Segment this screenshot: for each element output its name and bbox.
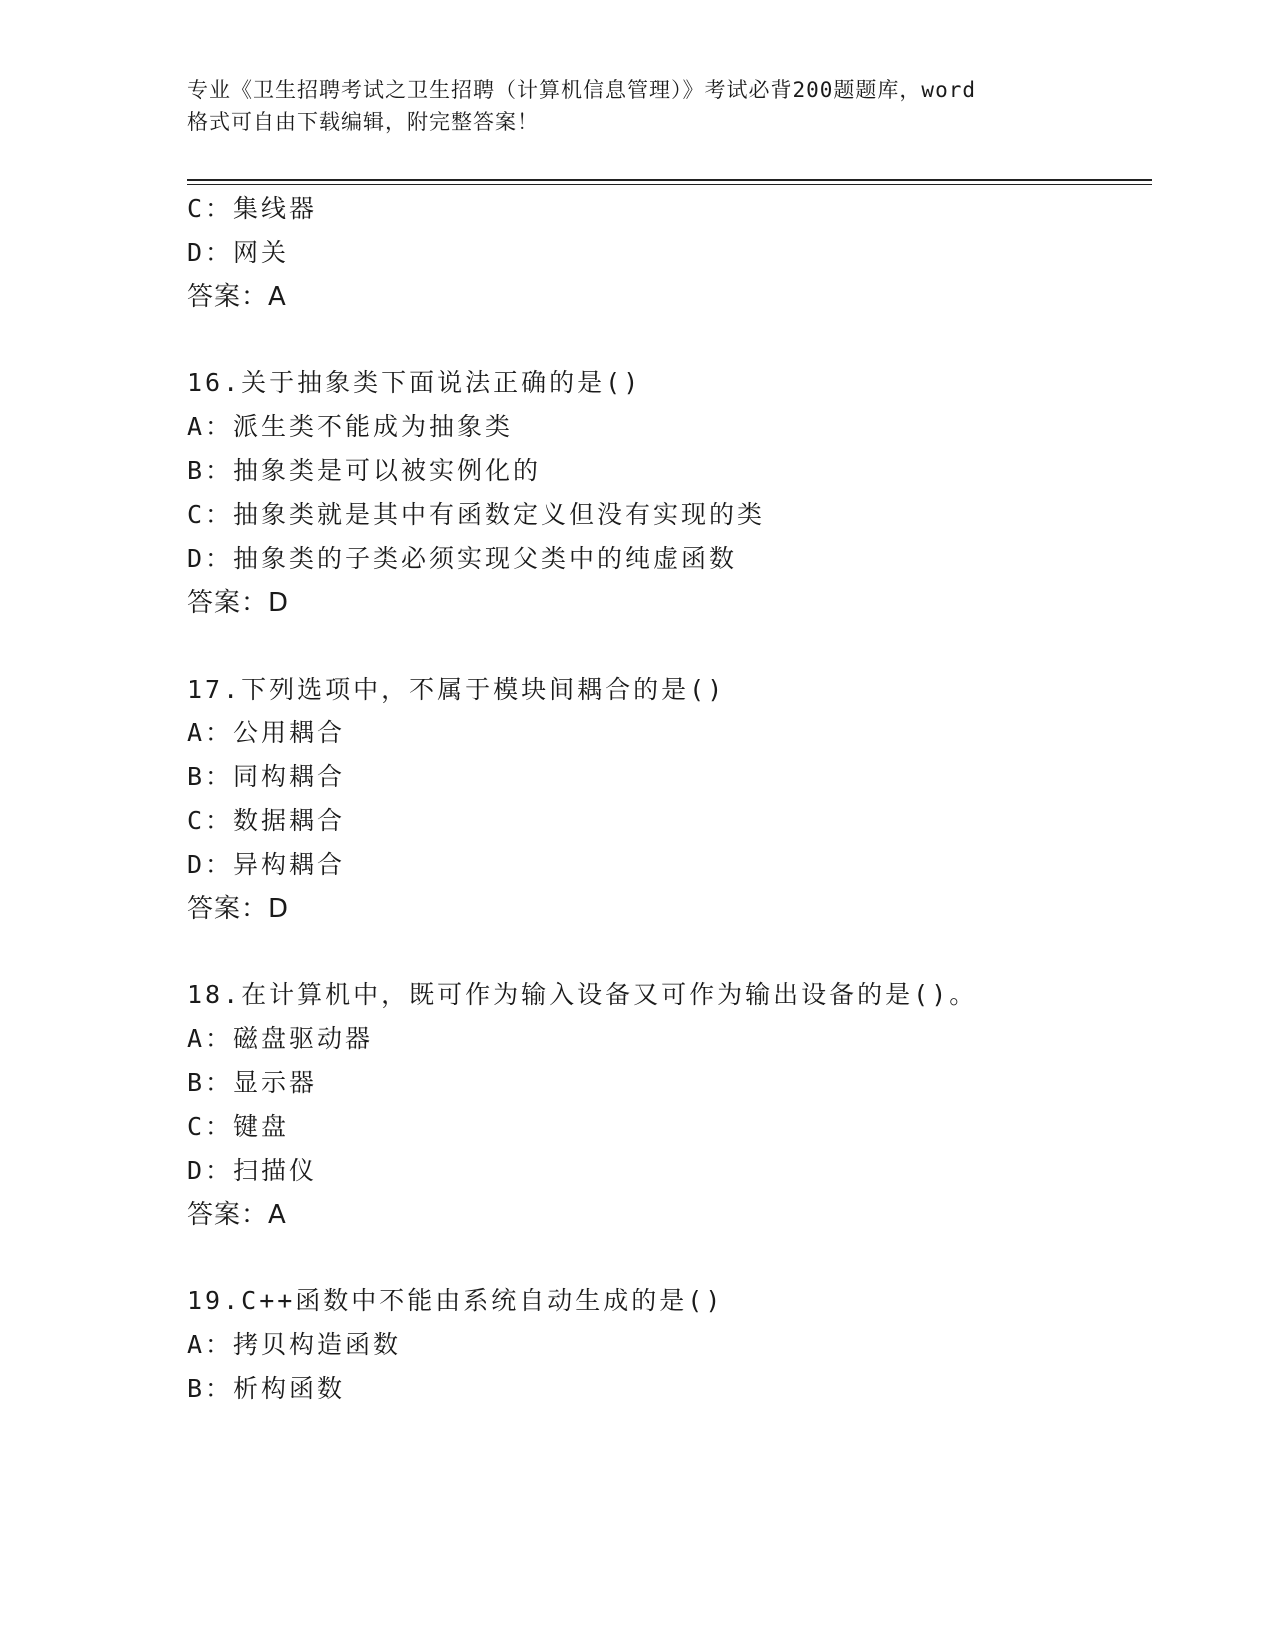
q17-option-b: B：同构耦合 — [187, 762, 346, 791]
q19-option-a: A：拷贝构造函数 — [187, 1330, 402, 1359]
q18-option-c: C：键盘 — [187, 1112, 290, 1141]
q19-question: 19.C++函数中不能由系统自动生成的是() — [187, 1286, 724, 1315]
q18-option-d: D：扫描仪 — [187, 1156, 318, 1185]
q16-option-c: C：抽象类就是其中有函数定义但没有实现的类 — [187, 500, 766, 529]
header-divider — [187, 179, 1152, 185]
q17-question: 17.下列选项中，不属于模块间耦合的是() — [187, 675, 726, 704]
q16-option-a: A：派生类不能成为抽象类 — [187, 412, 514, 441]
header-line-2: 格式可自由下载编辑，附完整答案！ — [187, 110, 539, 134]
q16-question: 16.关于抽象类下面说法正确的是() — [187, 368, 642, 397]
q16-option-b: B：抽象类是可以被实例化的 — [187, 456, 542, 485]
q18-question: 18.在计算机中，既可作为输入设备又可作为输出设备的是()。 — [187, 980, 978, 1009]
q16-answer: 答案：D — [187, 588, 290, 618]
q17-answer: 答案：D — [187, 894, 290, 924]
q17-option-d: D：异构耦合 — [187, 850, 346, 879]
q17-option-a: A：公用耦合 — [187, 718, 346, 747]
q18-option-b: B：显示器 — [187, 1068, 318, 1097]
q15-option-d: D：网关 — [187, 238, 290, 267]
q18-answer: 答案：A — [187, 1200, 287, 1230]
q19-option-b: B：析构函数 — [187, 1374, 346, 1403]
q15-option-c: C：集线器 — [187, 194, 318, 223]
q17-option-c: C：数据耦合 — [187, 806, 346, 835]
q15-answer: 答案：A — [187, 282, 287, 312]
document-header — [187, 74, 1087, 138]
q18-option-a: A：磁盘驱动器 — [187, 1024, 374, 1053]
q16-option-d: D：抽象类的子类必须实现父类中的纯虚函数 — [187, 544, 738, 573]
header-line-1: 专业《卫生招聘考试之卫生招聘（计算机信息管理）》考试必背200题题库，word — [187, 78, 976, 102]
